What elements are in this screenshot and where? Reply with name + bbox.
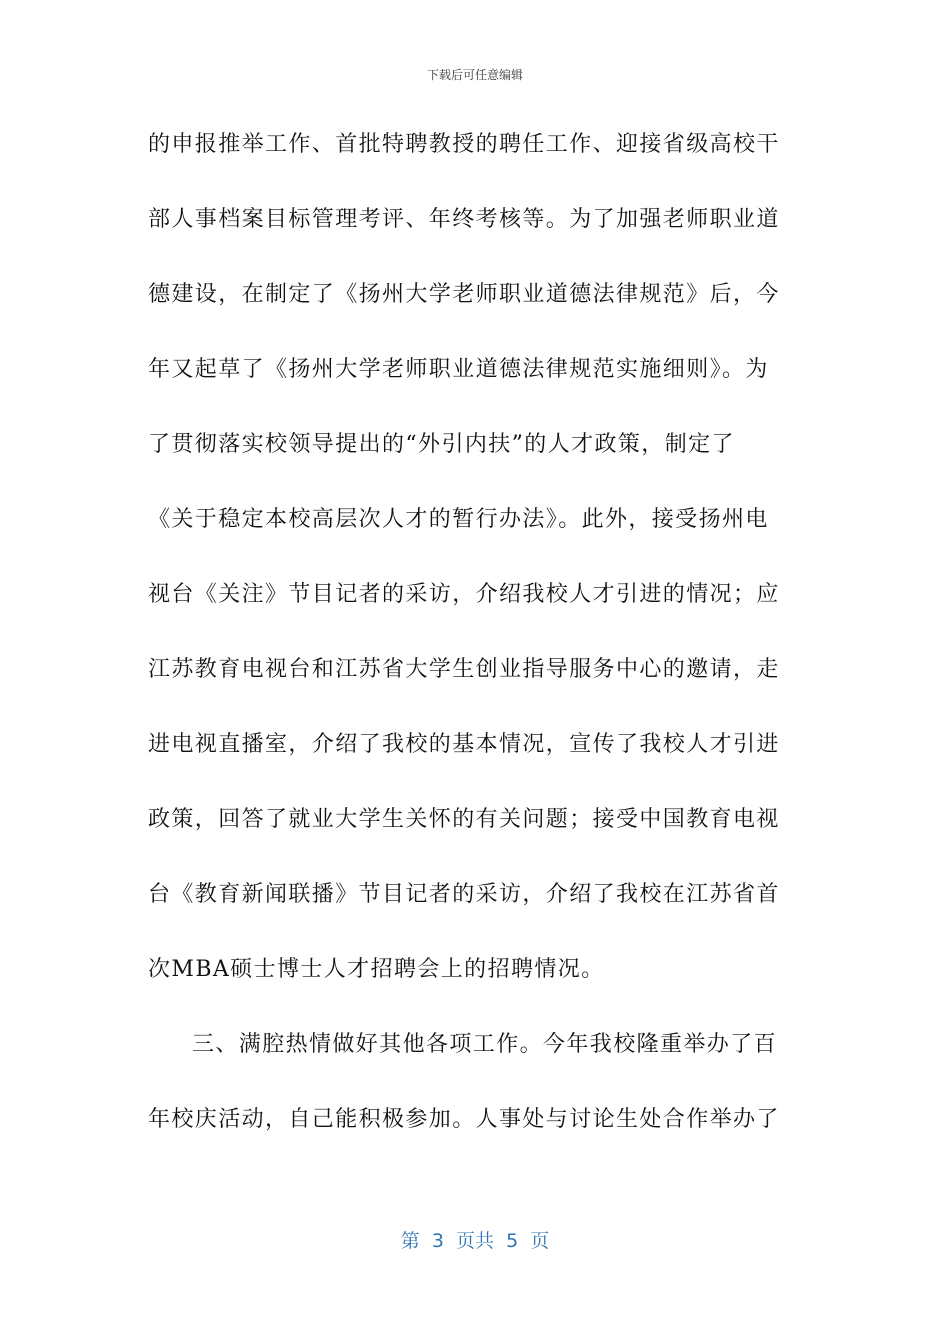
document-body xyxy=(148,124,798,1174)
page-number-footer: 第 3 页共 5 页 xyxy=(400,1230,550,1252)
text-line: 部人事档案目标管理考评、年终考核等。为了加强老师职业道 xyxy=(148,207,780,232)
text-line: 《关于稳定本校高层次人才的暂行办法》。此外，接受扬州电 xyxy=(148,507,769,532)
text-line: 次MBA硕士博士人才招聘会上的招聘情况。 xyxy=(148,957,605,982)
text-line: 政策，回答了就业大学生关怀的有关问题；接受中国教育电视 xyxy=(148,807,780,832)
page-header: 下载后可任意编辑 xyxy=(426,68,523,82)
text-line: 年又起草了《扬州大学老师职业道德法律规范实施细则》。为 xyxy=(148,357,769,382)
text-line: 了贯彻落实校领导提出的“外引内扶”的人才政策，制定了 xyxy=(148,432,735,457)
text-line: 德建设，在制定了《扬州大学老师职业道德法律规范》后，今 xyxy=(148,282,780,307)
text-line: 江苏教育电视台和江苏省大学生创业指导服务中心的邀请，走 xyxy=(148,657,780,682)
paragraph-first-line: 三、满腔热情做好其他各项工作。今年我校隆重举办了百 xyxy=(192,1032,778,1057)
text-line: 台《教育新闻联播》节目记者的采访，介绍了我校在江苏省首 xyxy=(148,882,780,907)
text-line: 年校庆活动，自己能积极参加。人事处与讨论生处合作举办了 xyxy=(148,1107,780,1132)
text-line: 的申报推举工作、首批特聘教授的聘任工作、迎接省级高校干 xyxy=(148,132,780,157)
text-line: 进电视直播室，介绍了我校的基本情况，宣传了我校人才引进 xyxy=(148,732,780,757)
text-line: 视台《关注》节目记者的采访，介绍我校人才引进的情况；应 xyxy=(148,582,780,607)
